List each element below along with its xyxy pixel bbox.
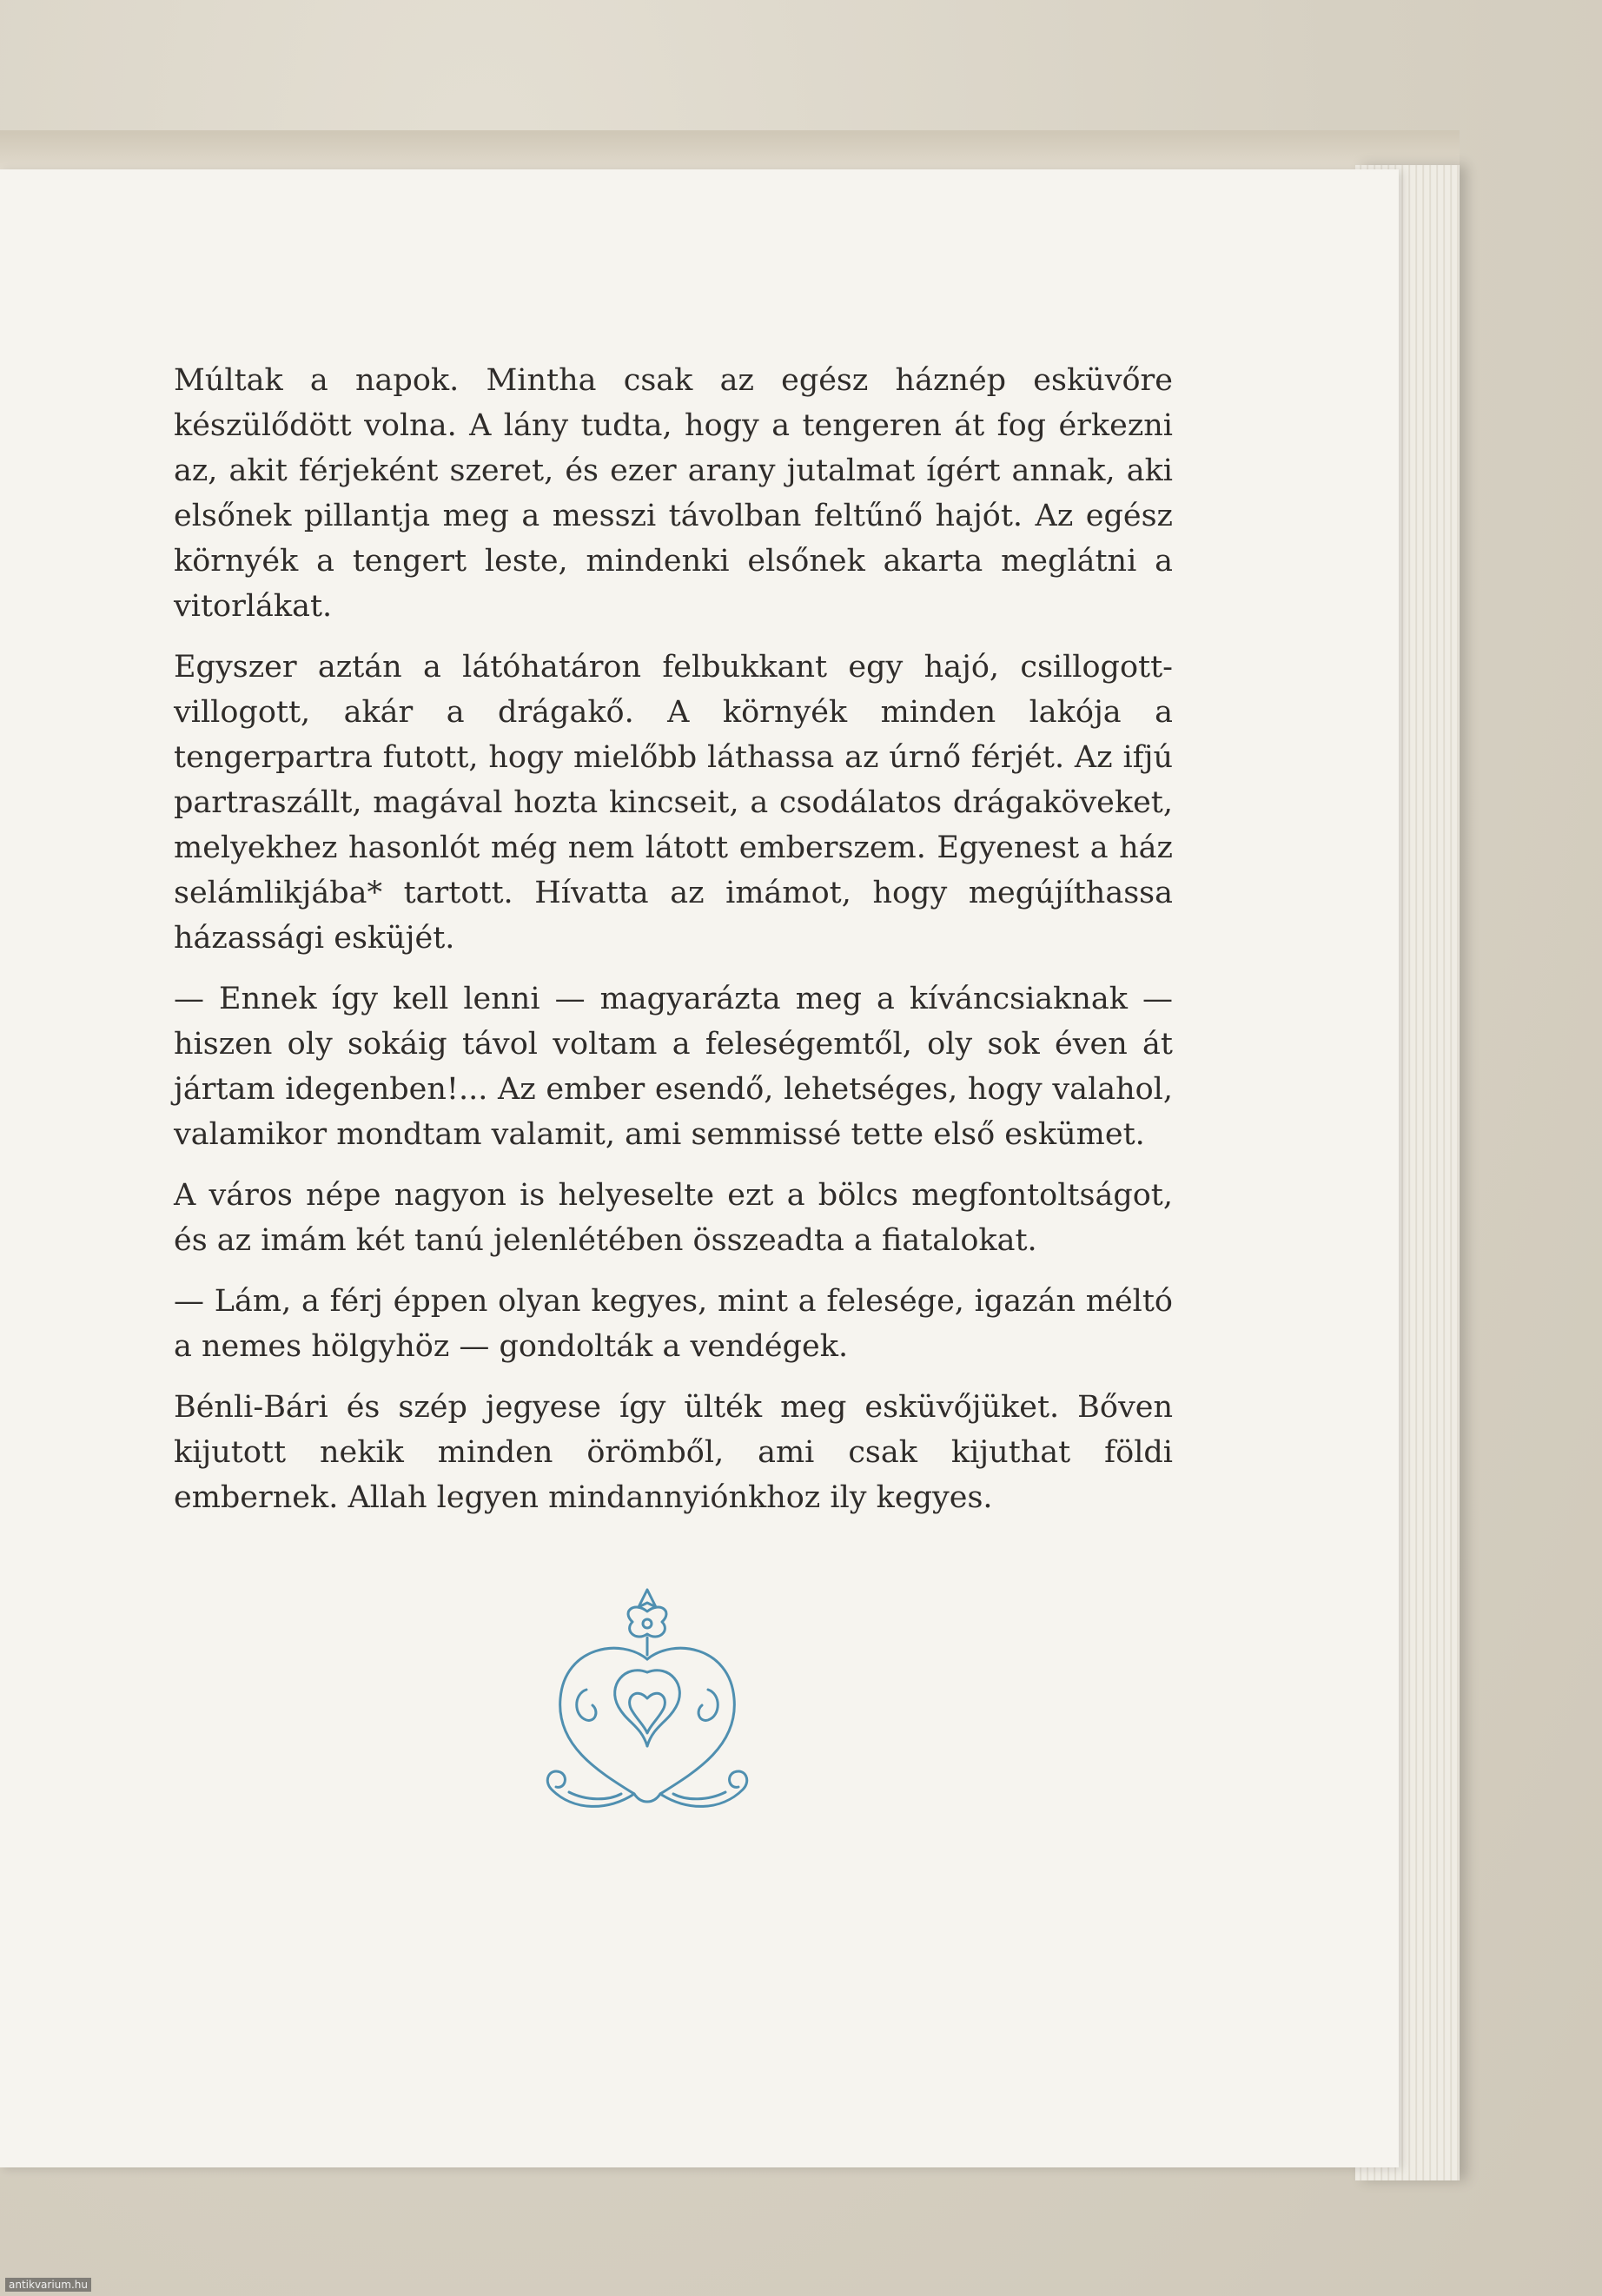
paragraph: Egyszer aztán a látóhatáron felbukkant egy hajó, csillogott-villogott, akár a drágakő. A környék minden lakója a tengerpartra futott, hogy mielőbb láthassa az úrnő férjét. Az ifjú partraszállt, magával hozta kincseit, a csodálatos drágaköveket, melyekhez hasonlót még nem látott emberszem. Egyenest a ház selámlikjába* tartott. Hívatta az imámot, hogy megújíthassa házassági esküjét. <box>174 650 1173 956</box>
paragraph: — Lám, a férj éppen olyan kegyes, mint a felesége, igazán méltó a nemes hölgyhöz — gondolták a vendégek. <box>174 1284 1173 1364</box>
watermark: antikvarium.hu <box>5 2278 91 2292</box>
paragraph: Bénli-Bári és szép jegyese így ülték meg esküvőjüket. Bőven kijutott nekik minden örömből, ami csak kijuthat földi embernek. Allah legyen mindannyiónkhoz ily kegyes. <box>174 1390 1173 1515</box>
page-text <box>174 358 1173 1536</box>
paragraph: Múltak a napok. Mintha csak az egész háznép esküvőre készülődött volna. A lány tudta, hogy a tengeren át fog érkezni az, akit férjeként szeret, és ezer arany jutalmat ígért annak, aki elsőnek pillantja meg a messzi távolban feltűnő hajót. Az egész környék a tengert leste, mindenki elsőnek akarta meglátni a vitorlákat. <box>174 363 1173 624</box>
paragraph: A város népe nagyon is helyeselte ezt a bölcs megfontoltságot, és az imám két tanú jelenlétében összeadta a fiatalokat. <box>174 1178 1173 1258</box>
paragraph: — Ennek így kell lenni — magyarázta meg a kíváncsiaknak — hiszen oly sokáig távol voltam a feleségemtől, oly sok éven át jártam idegenben!... Az ember esendő, lehetséges, hogy valahol, valamikor mondtam valamit, ami semmissé tette első eskümet. <box>174 982 1173 1152</box>
floral-vignette-icon <box>539 1577 756 1837</box>
